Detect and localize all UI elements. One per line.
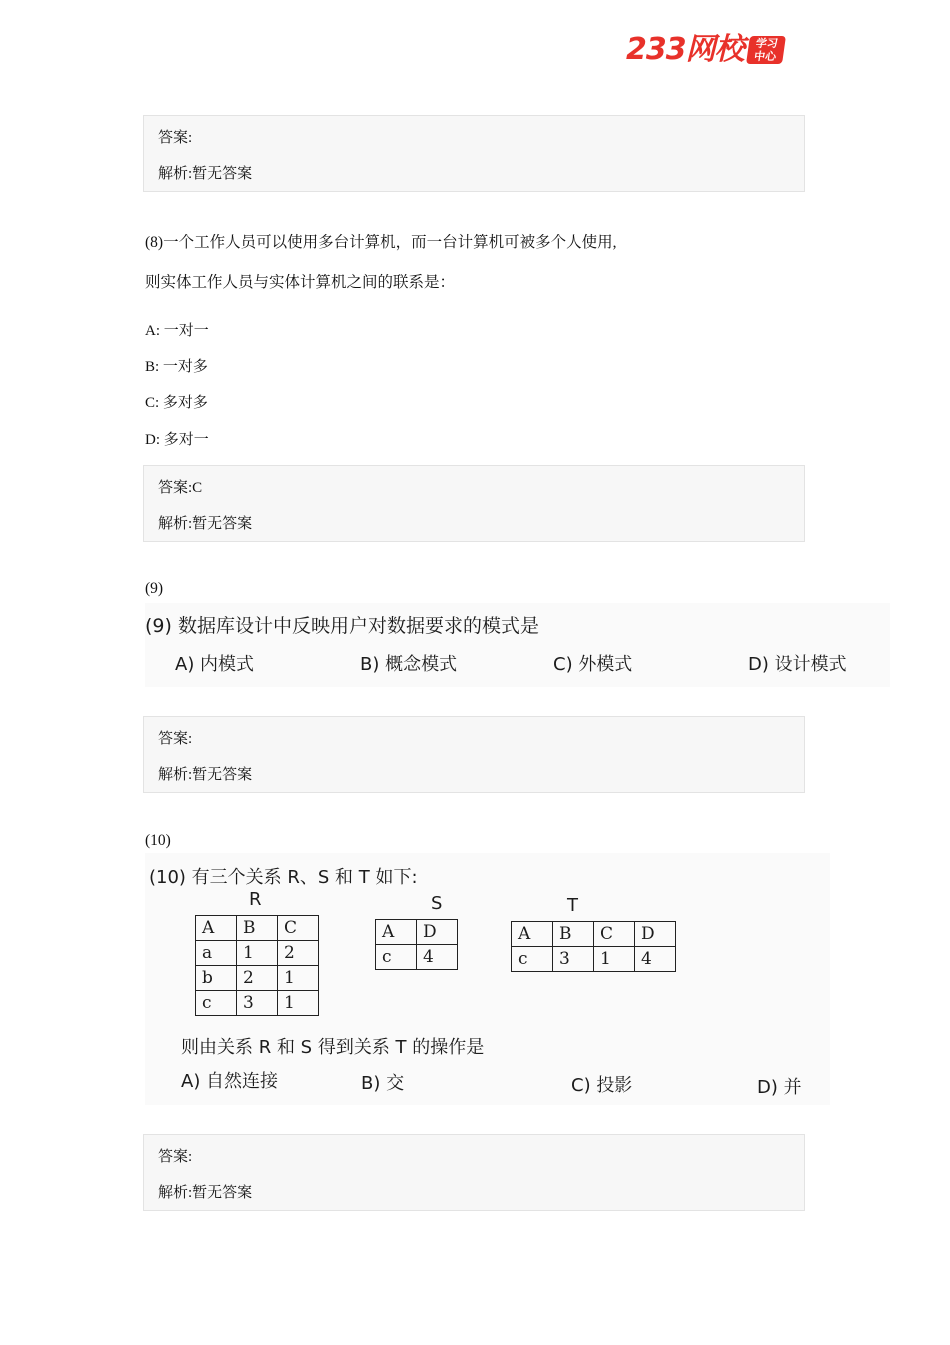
logo-badge-line1: 学习: [754, 37, 779, 50]
relation-s-table: [375, 919, 458, 970]
relation-r-table: [195, 915, 319, 1016]
table-header-cell: A: [376, 920, 417, 945]
question-9-option-c: C) 外模式: [553, 654, 633, 675]
question-10-image: [145, 853, 830, 1105]
question-9-option-a: A) 内模式: [175, 654, 255, 675]
question-9-image: [145, 603, 890, 687]
analysis-label: 解析:暂无答案: [158, 1185, 253, 1201]
answer-box: [143, 465, 805, 542]
table-cell: 2: [237, 966, 278, 991]
answer-box: [143, 1134, 805, 1211]
table-cell: 1: [278, 991, 319, 1016]
question-10-option-b: B) 交: [361, 1073, 405, 1094]
table-cell: 4: [635, 947, 676, 972]
relation-s-name: S: [431, 893, 443, 914]
relation-t-table: [511, 921, 676, 972]
option-c: C: 多对多: [145, 395, 208, 411]
table-header-cell: B: [553, 922, 594, 947]
brand-logo: [626, 32, 784, 68]
table-cell: c: [376, 945, 417, 970]
answer-box: [143, 115, 805, 192]
question-10-label: (10): [145, 832, 171, 849]
question-10-option-d: D) 并: [757, 1077, 802, 1098]
question-10-option-a: A) 自然连接: [181, 1071, 279, 1092]
table-cell: 3: [237, 991, 278, 1016]
table-cell: c: [196, 991, 237, 1016]
table-cell: 1: [594, 947, 635, 972]
table-header-cell: A: [512, 922, 553, 947]
logo-badge: [746, 36, 786, 64]
logo-badge-line2: 中心: [752, 50, 777, 63]
logo-text: 233网校: [626, 32, 744, 67]
option-b: B: 一对多: [145, 359, 208, 375]
question-10-option-c: C) 投影: [571, 1075, 633, 1096]
table-cell: c: [512, 947, 553, 972]
question-10-prompt: 则由关系 R 和 S 得到关系 T 的操作是: [181, 1037, 485, 1058]
table-header-cell: A: [196, 916, 237, 941]
question-8-line2: 则实体工作人员与实体计算机之间的联系是：: [145, 274, 456, 291]
relation-r-name: R: [249, 889, 262, 910]
answer-label: 答案:: [158, 130, 193, 146]
question-8-line1: (8)一个工作人员可以使用多台计算机，而一台计算机可被多个人使用,: [145, 234, 617, 251]
relation-t-name: T: [567, 895, 578, 916]
analysis-label: 解析:暂无答案: [158, 166, 253, 182]
question-9-option-d: D) 设计模式: [748, 654, 847, 675]
analysis-label: 解析:暂无答案: [158, 767, 253, 783]
table-cell: b: [196, 966, 237, 991]
table-cell: a: [196, 941, 237, 966]
question-10-stem: (10) 有三个关系 R、S 和 T 如下:: [149, 867, 418, 888]
answer-box: [143, 716, 805, 793]
table-cell: 1: [278, 966, 319, 991]
answer-label: 答案:: [158, 1149, 193, 1165]
table-cell: 1: [237, 941, 278, 966]
table-cell: 2: [278, 941, 319, 966]
table-cell: 3: [553, 947, 594, 972]
table-header-cell: D: [417, 920, 458, 945]
answer-label: 答案:C: [158, 480, 203, 496]
question-9-label: (9): [145, 580, 164, 597]
question-9-option-b: B) 概念模式: [360, 654, 458, 675]
table-header-cell: C: [594, 922, 635, 947]
table-cell: 4: [417, 945, 458, 970]
answer-label: 答案:: [158, 731, 193, 747]
table-header-cell: D: [635, 922, 676, 947]
option-a: A: 一对一: [145, 323, 209, 339]
table-header-cell: B: [237, 916, 278, 941]
option-d: D: 多对一: [145, 432, 209, 448]
table-header-cell: C: [278, 916, 319, 941]
question-9-stem: (9) 数据库设计中反映用户对数据要求的模式是: [145, 615, 539, 637]
analysis-label: 解析:暂无答案: [158, 516, 253, 532]
